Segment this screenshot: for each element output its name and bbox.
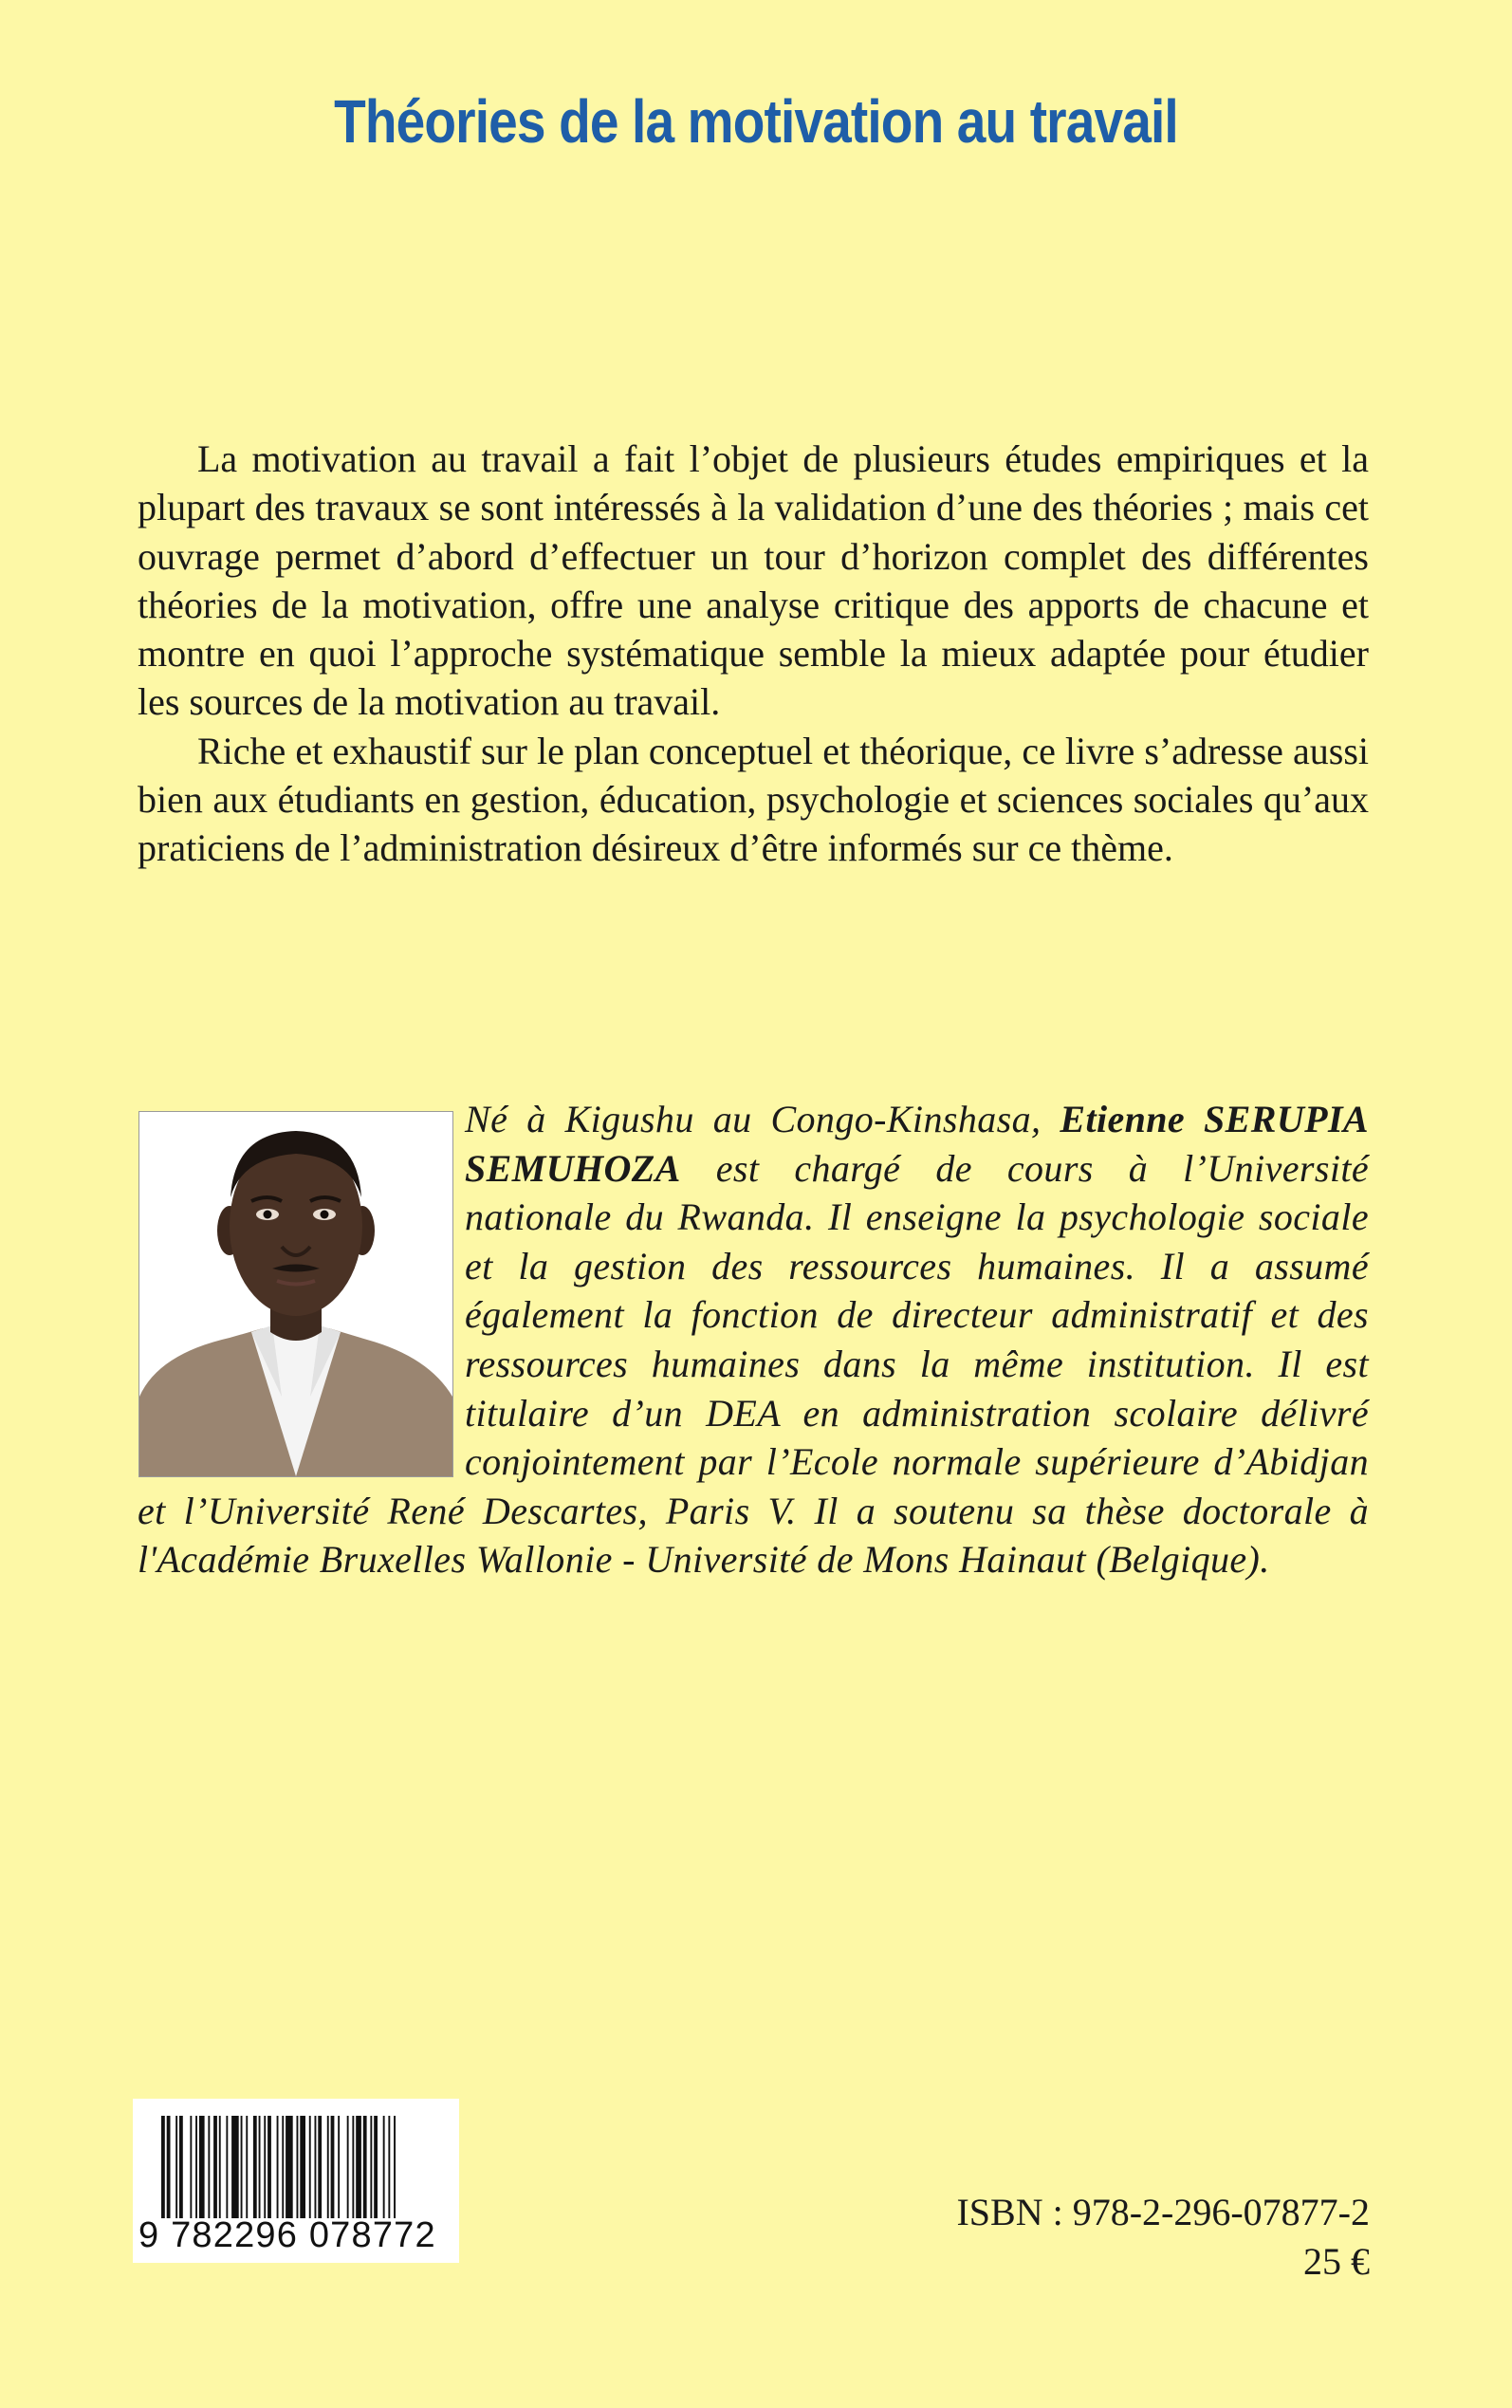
barcode-bar <box>161 2116 165 2218</box>
author-name: Etienne SERUPIA SEMUHOZA <box>465 1098 1370 1190</box>
barcode-bar <box>259 2116 261 2218</box>
barcode-bar <box>327 2116 329 2218</box>
barcode-bar <box>267 2116 271 2218</box>
barcode-bar <box>179 2116 183 2218</box>
barcode-bar <box>264 2116 266 2218</box>
author-photo <box>138 1111 453 1477</box>
barcode-bar <box>370 2116 372 2218</box>
barcode-bar <box>219 2116 221 2218</box>
summary-paragraph: Riche et exhaustif sur le plan conceptuel et théorique, ce livre s’adresse aussi bien aux étudiants en gestion, éducation, psychologie et sciences sociales qu’aux praticiens de l’administration désireux d’être informés sur ce thème. <box>138 729 1369 870</box>
barcode-bar <box>195 2116 197 2218</box>
author-portrait-icon <box>139 1112 452 1476</box>
barcode-bar <box>213 2116 217 2218</box>
barcode-bar <box>175 2116 177 2218</box>
barcode-bar <box>297 2116 299 2218</box>
barcode-bars-icon <box>161 2116 431 2218</box>
barcode-bar <box>363 2116 367 2218</box>
barcode-bar <box>241 2116 243 2218</box>
barcode-bar <box>190 2116 192 2218</box>
barcode <box>133 2099 459 2263</box>
barcode-bar <box>352 2116 354 2218</box>
barcode-bar <box>388 2116 390 2218</box>
barcode-bar <box>253 2116 257 2218</box>
barcode-bar <box>356 2116 361 2218</box>
price: 25 € <box>1303 2240 1370 2283</box>
isbn: ISBN : 978-2-296-07877-2 <box>956 2191 1370 2233</box>
barcode-bar <box>208 2116 210 2218</box>
book-summary <box>138 435 1369 873</box>
summary-paragraph: La motivation au travail a fait l’objet de plusieurs études empiriques et la plupart des travaux se sont intéressés à la validation d’une des théories ; mais cet ouvrage permet d’abord d’effectuer un tour d’horizon complet des différentes théories de la motivation, offre une analyse critique des apports de chacune et montre en quoi l’approche systématique semble la mieux adaptée pour étudier les sources de la motivation au travail. <box>138 437 1369 724</box>
barcode-bar <box>277 2116 279 2218</box>
barcode-bar <box>309 2116 311 2218</box>
barcode-bar <box>394 2116 396 2218</box>
barcode-bar <box>246 2116 248 2218</box>
barcode-bar <box>315 2116 317 2218</box>
barcode-bar <box>383 2116 385 2218</box>
barcode-bar <box>167 2116 171 2218</box>
barcode-bar <box>282 2116 284 2218</box>
barcode-bar <box>374 2116 378 2218</box>
barcode-number: 9 782296 078772 <box>138 2215 436 2255</box>
barcode-bar <box>199 2116 205 2218</box>
barcode-bar <box>226 2116 228 2218</box>
bio-text: est chargé de cours à l’Université nationale du Rwanda. Il enseigne la psychologie sociale et la gestion des ressources humaines. Il a assumé également la fonction de directeur administratif et des ressources humaines dans la même institution. Il est titulaire d’un DEA en administration scolaire délivré conjointement par l’Ecole normale supérieure d’Abidjan et l’Université René Descartes, Paris V. Il a soutenu sa thèse doctorale à l'Académie Bruxelles Wallonie - Université de Mons Hainaut (Belgique). <box>138 1146 1369 1582</box>
barcode-bar <box>347 2116 349 2218</box>
book-title: Théories de la motivation au travail <box>334 86 1178 156</box>
barcode-bar <box>231 2116 239 2218</box>
barcode-bar <box>331 2116 335 2218</box>
barcode-bar <box>318 2116 322 2218</box>
barcode-bar <box>286 2116 293 2218</box>
bio-intro: Né à Kigushu au Congo-Kinshasa, <box>465 1098 1060 1140</box>
barcode-bar <box>300 2116 305 2218</box>
barcode-bar <box>338 2116 340 2218</box>
